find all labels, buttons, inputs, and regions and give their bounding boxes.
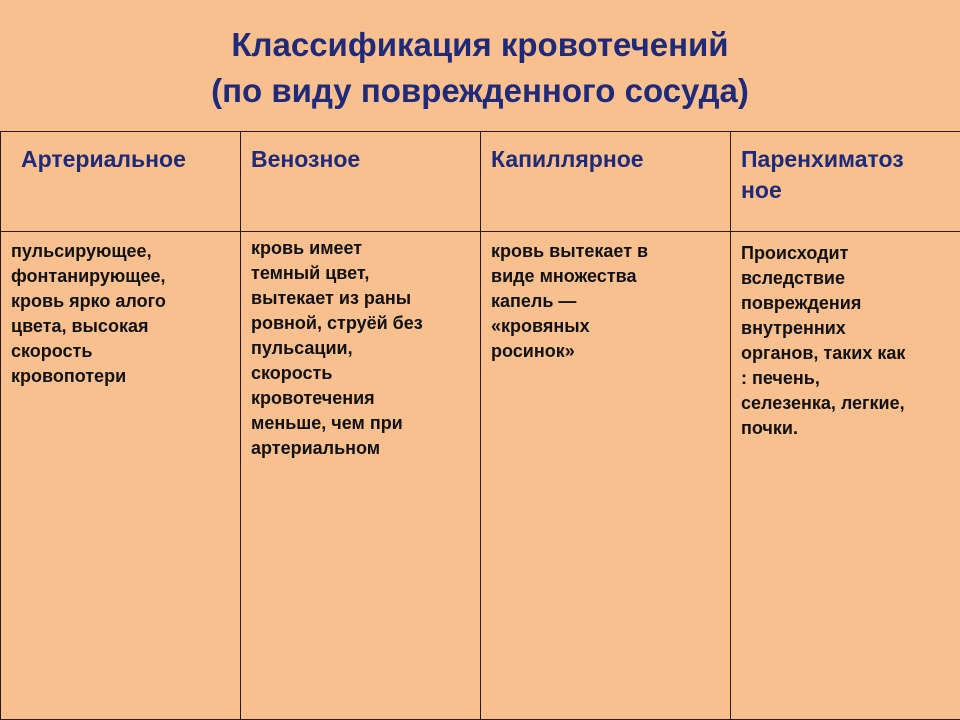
cell-text: Происходит вследствие повреждения внутренних органов, таких как : печень, селезенка, легкие, почки.	[741, 243, 906, 438]
classification-table-container	[0, 131, 960, 720]
body-cell-arterial	[1, 232, 241, 720]
header-cell-arterial	[1, 132, 241, 232]
cell-text: пульсирующее, фонтанирующее, кровь ярко алого цвета, высокая скорость кровопотери	[11, 241, 166, 386]
slide-title	[0, 22, 960, 114]
header-cell-parenchymal	[731, 132, 960, 232]
cell-text: кровь имеет темный цвет, вытекает из раны ровной, струёй без пульсации, скорость кровотечения меньше, чем при артериальном	[251, 238, 423, 458]
title-line-2: (по виду поврежденного сосуда)	[211, 72, 749, 109]
table-header-row	[1, 132, 960, 232]
body-cell-parenchymal	[731, 232, 960, 720]
title-line-1: Классификация кровотечений	[231, 26, 729, 63]
header-text: Артериальное	[21, 146, 186, 172]
header-cell-venous	[241, 132, 481, 232]
header-cell-capillary	[481, 132, 731, 232]
body-cell-venous	[241, 232, 481, 720]
body-cell-capillary	[481, 232, 731, 720]
header-text: Капиллярное	[491, 146, 644, 172]
header-text: Паренхиматоз ное	[741, 146, 904, 203]
header-text: Венозное	[251, 146, 361, 172]
classification-table	[0, 131, 960, 720]
table-body-row	[1, 232, 960, 720]
cell-text: кровь вытекает в виде множества капель — «кровяных росинок»	[491, 241, 649, 361]
